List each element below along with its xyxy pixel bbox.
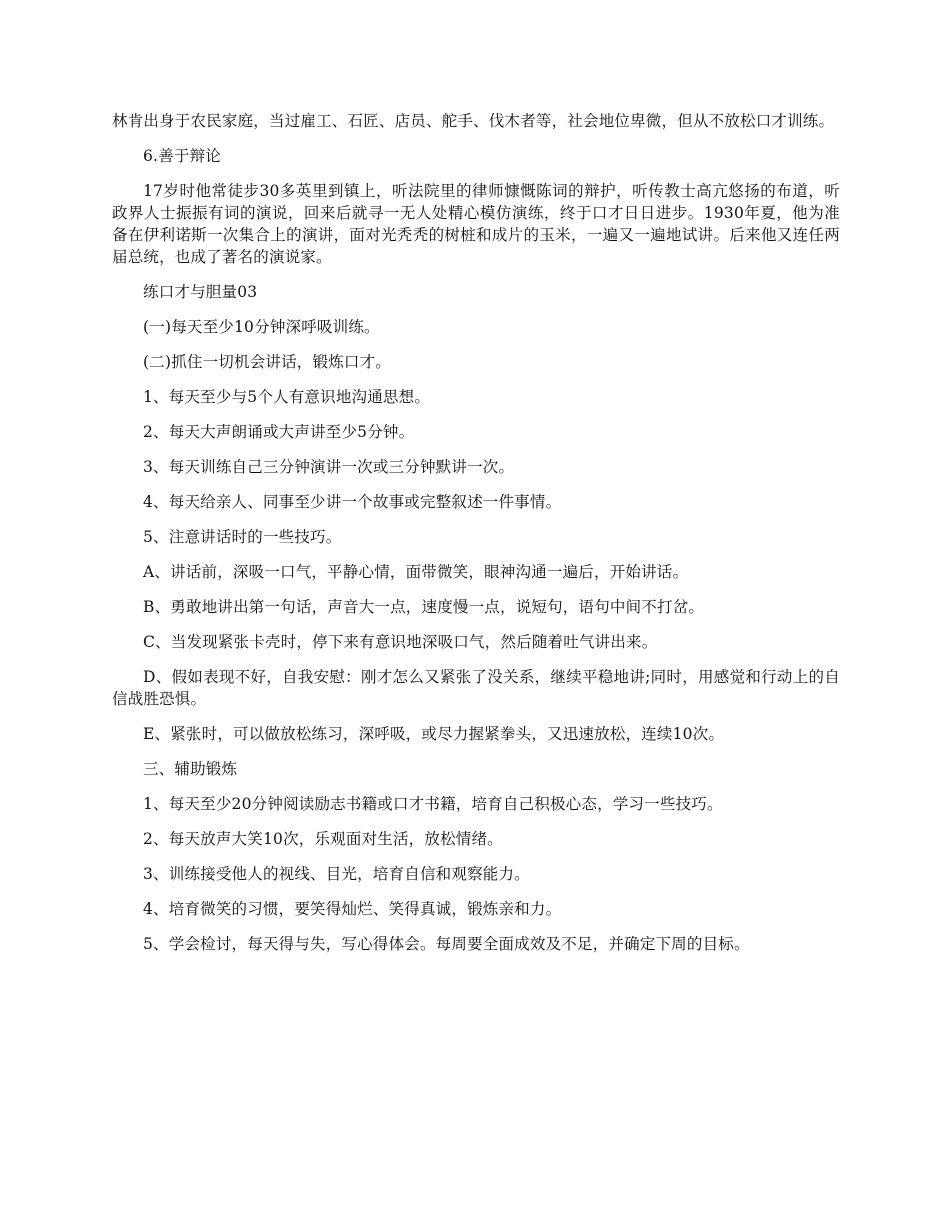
aux-item-4: 4、培育微笑的习惯，要笑得灿烂、笑得真诚，锻炼亲和力。 bbox=[143, 900, 562, 918]
list-item-breathing: (一)每天至少10分钟深呼吸训练。 bbox=[143, 318, 380, 336]
aux-item-1: 1、每天至少20分钟阅读励志书籍或口才书籍，培育自己积极心态，学习一些技巧。 bbox=[143, 795, 723, 813]
tip-item-b: B、勇敢地讲出第一句话，声音大一点，速度慢一点，说短句，语句中间不打岔。 bbox=[143, 598, 705, 616]
tip-item-d: D、假如表现不好，自我安慰：刚才怎么又紧张了没关系，继续平稳地讲;同时，用感觉和行动上的自信战胜恐惧。 bbox=[112, 668, 840, 708]
section-heading-auxiliary: 三、辅助锻炼 bbox=[143, 760, 238, 778]
list-item-5: 5、注意讲话时的一些技巧。 bbox=[143, 528, 342, 546]
section-heading-speech-courage: 练口才与胆量03 bbox=[143, 283, 258, 301]
document-body bbox=[112, 110, 840, 968]
paragraph-lincoln-background: 林肯出身于农民家庭，当过雇工、石匠、店员、舵手、伐木者等，社会地位卑微，但从不放松口才训练。 bbox=[112, 112, 835, 130]
tip-item-c: C、当发现紧张卡壳时，停下来有意识地深吸口气，然后随着吐气讲出来。 bbox=[143, 633, 658, 651]
list-item-speaking-chances: (二)抓住一切机会讲话，锻炼口才。 bbox=[143, 353, 391, 371]
section-heading-debate: 6.善于辩论 bbox=[143, 147, 221, 165]
tip-item-e: E、紧张时，可以做放松练习，深呼吸，或尽力握紧拳头，又迅速放松，连续10次。 bbox=[143, 725, 725, 743]
aux-item-3: 3、训练接受他人的视线、目光，培育自信和观察能力。 bbox=[143, 865, 530, 883]
list-item-2: 2、每天大声朗诵或大声讲至少5分钟。 bbox=[143, 423, 415, 441]
list-item-4: 4、每天给亲人、同事至少讲一个故事或完整叙述一件事情。 bbox=[143, 493, 562, 511]
aux-item-2: 2、每天放声大笑10次，乐观面对生活，放松情绪。 bbox=[143, 830, 503, 848]
list-item-3: 3、每天训练自己三分钟演讲一次或三分钟默讲一次。 bbox=[143, 458, 515, 476]
aux-item-5: 5、学会检讨，每天得与失，写心得体会。每周要全面成效及不足，并确定下周的目标。 bbox=[143, 935, 750, 953]
paragraph-lincoln-practice: 17岁时他常徒步30多英里到镇上，听法院里的律师慷慨陈词的辩护，听传教士高亢悠扬的布道，听政界人士振振有词的演说，回来后就寻一无人处精心模仿演练，终于口才日日进步。1930年夏，他为准备在伊利诺斯一次集合上的演讲，面对光秃秃的树桩和成片的玉米，一遍又一遍地试讲。后来他又连任两届总统，也成了著名的演说家。 bbox=[112, 182, 840, 266]
tip-item-a: A、讲话前，深吸一口气，平静心情，面带微笑，眼神沟通一遍后，开始讲话。 bbox=[143, 563, 689, 581]
list-item-1: 1、每天至少与5个人有意识地沟通思想。 bbox=[143, 388, 431, 406]
